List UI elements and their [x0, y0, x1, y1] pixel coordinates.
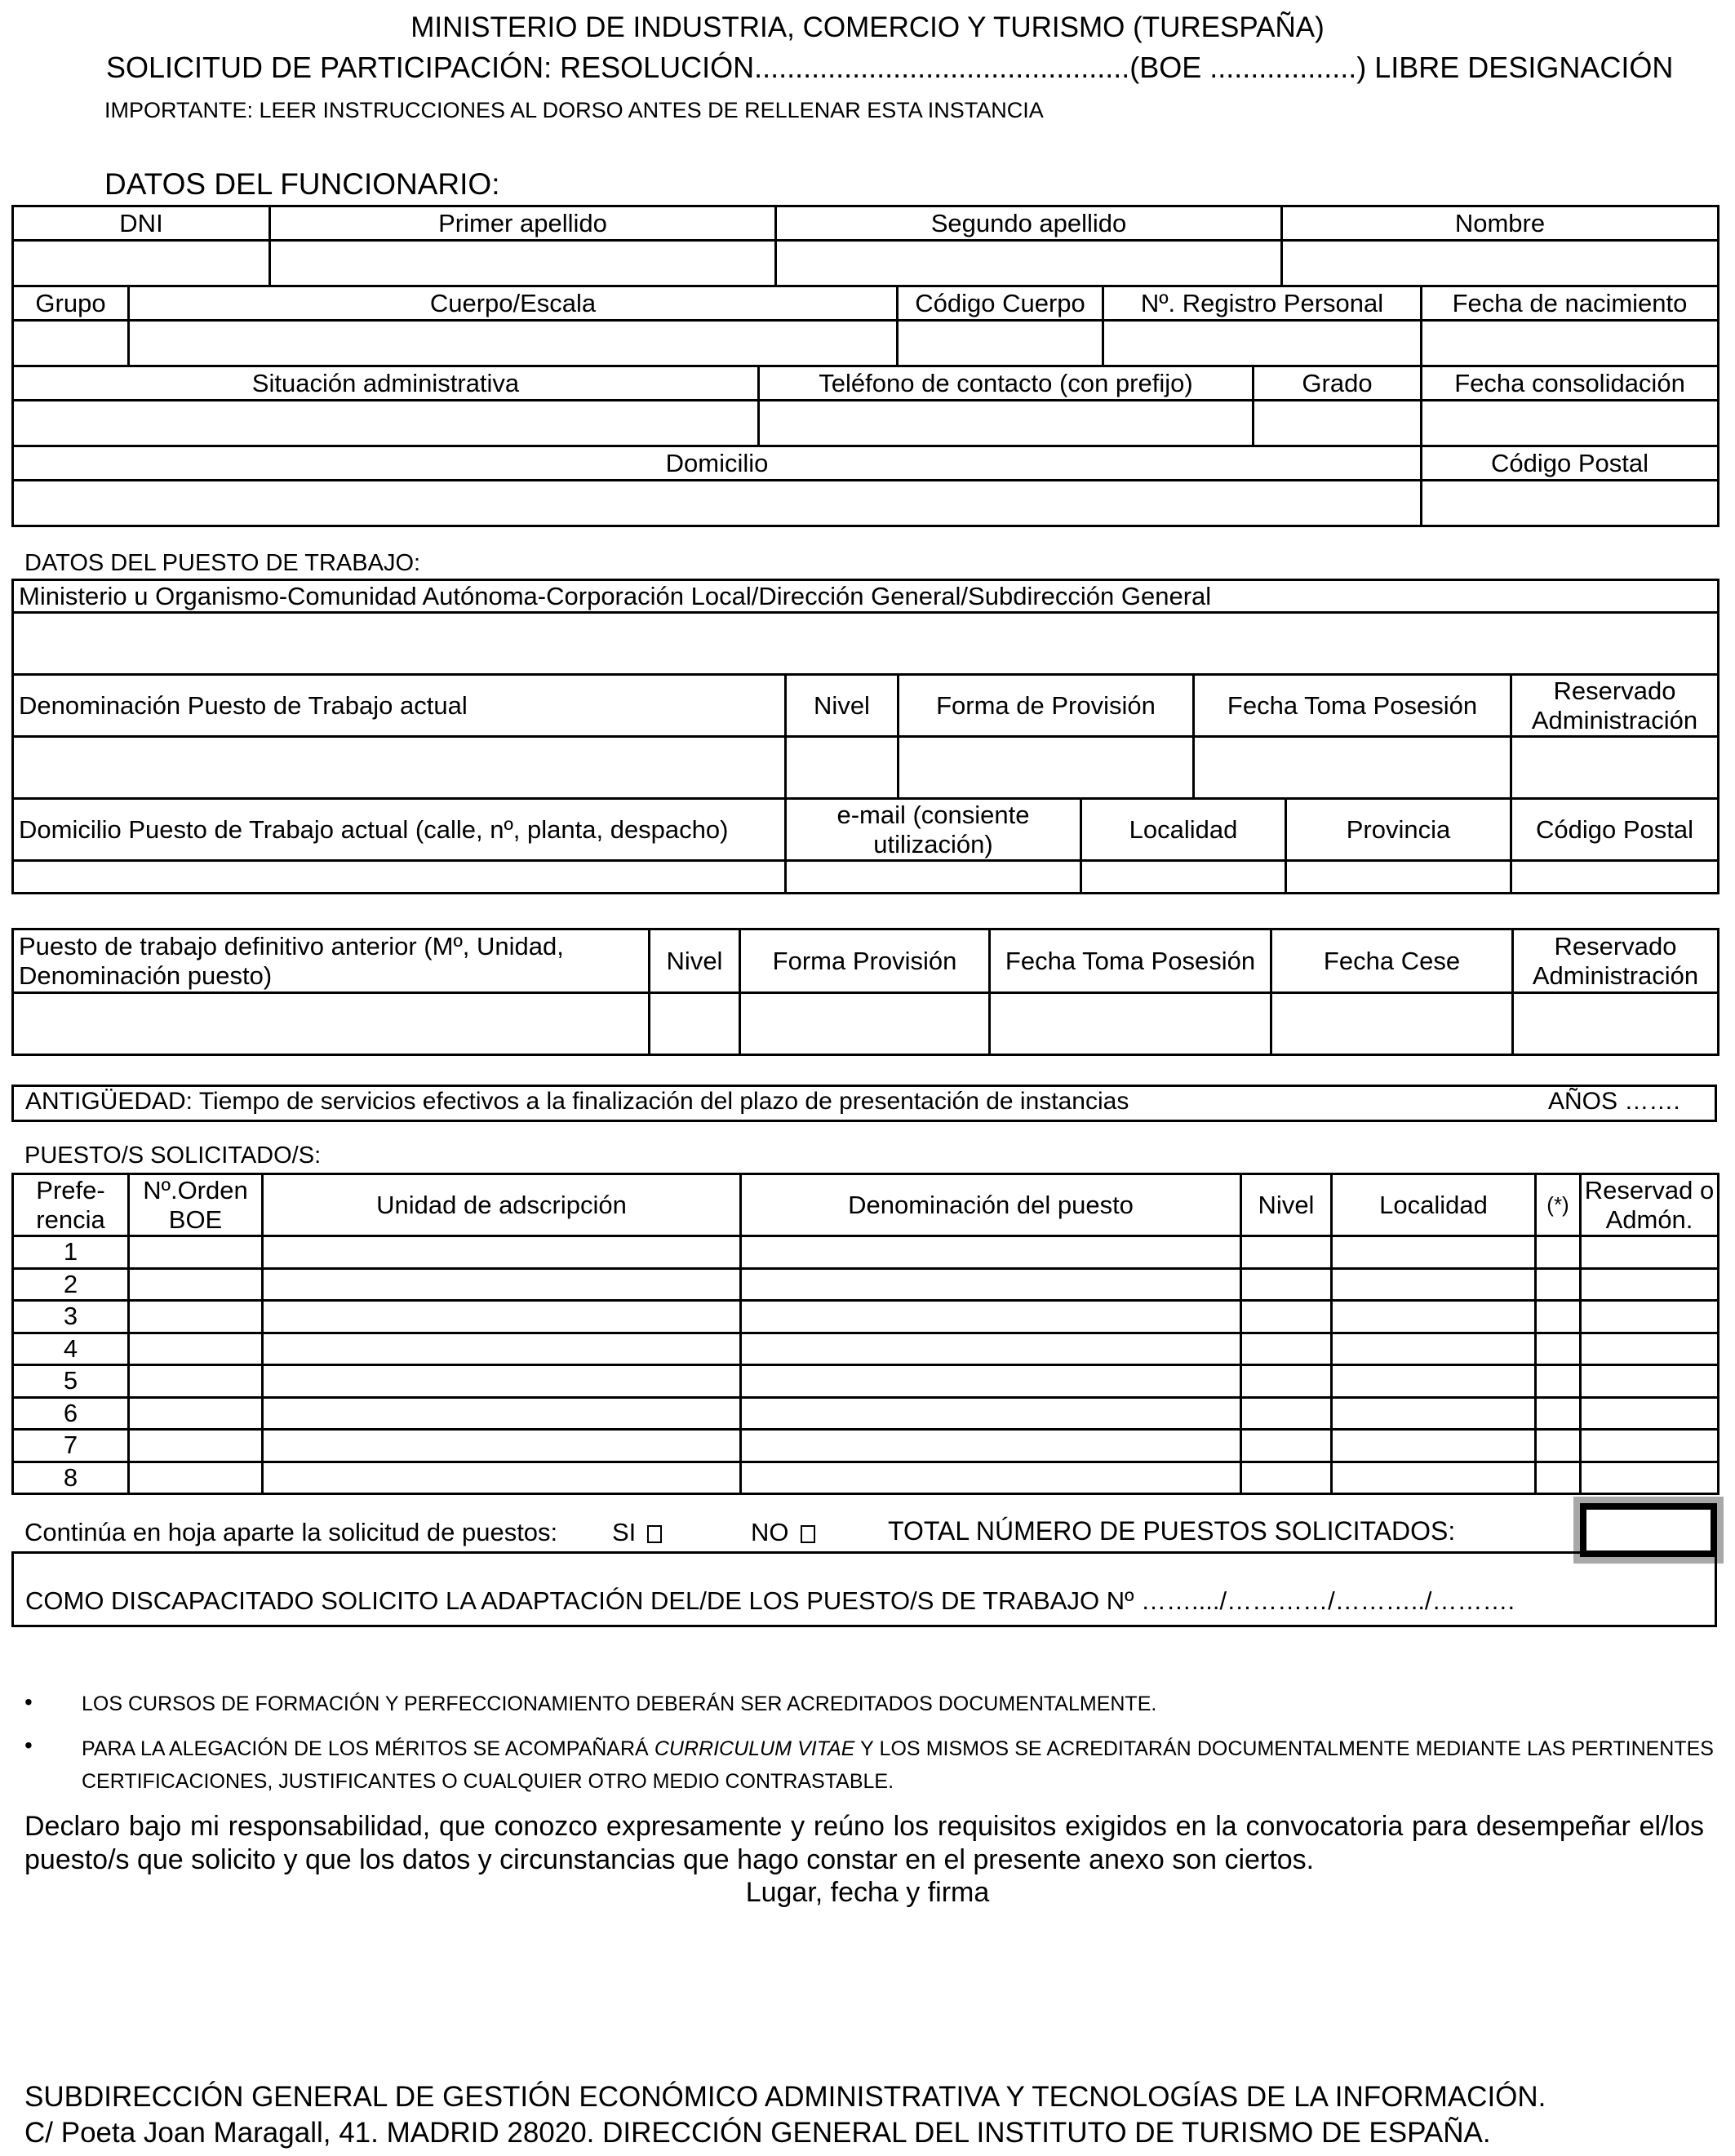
field-forma-provision-anterior[interactable] — [740, 993, 990, 1055]
cell-reservado[interactable] — [1581, 1301, 1719, 1333]
cell-nivel[interactable] — [1241, 1301, 1332, 1333]
field-dni[interactable] — [13, 241, 270, 286]
label-cuerpo-escala: Cuerpo/Escala — [129, 286, 898, 321]
cell-orden[interactable] — [129, 1301, 263, 1333]
cell-localidad[interactable] — [1332, 1365, 1536, 1398]
cell-localidad[interactable] — [1332, 1268, 1536, 1301]
cell-asterisco[interactable] — [1536, 1365, 1581, 1398]
label-denominacion-puesto: Denominación Puesto de Trabajo actual — [13, 675, 786, 737]
field-telefono[interactable] — [759, 401, 1254, 446]
cell-reservado[interactable] — [1581, 1397, 1719, 1430]
field-domicilio[interactable] — [13, 481, 1422, 526]
field-localidad[interactable] — [1081, 861, 1286, 894]
cell-nivel[interactable] — [1241, 1333, 1332, 1365]
discapacitado-box — [11, 1551, 1717, 1627]
row-preferencia-number: 1 — [13, 1236, 129, 1269]
col-preferencia: Prefe- rencia — [13, 1174, 129, 1236]
continua-si-label: SI — [612, 1518, 637, 1546]
label-reservado-administracion: Reservado Administración — [1511, 675, 1719, 737]
field-nivel-anterior[interactable] — [650, 993, 740, 1055]
field-ministerio-organismo[interactable] — [13, 613, 1719, 675]
cell-localidad[interactable] — [1332, 1430, 1536, 1462]
cell-unidad[interactable] — [263, 1462, 741, 1494]
puesto-domicilio-table — [11, 797, 1719, 894]
label-provincia: Provincia — [1286, 799, 1511, 861]
declaracion-text: Declaro bajo mi responsabilidad, que conozco expresamente y reúno los requisitos exigidos en la convocatoria para desempeñar el/los puesto/s que solicito y que los datos y circunstancias que hago constar en el presente anexo son ciertos. — [24, 1811, 1704, 1875]
section-solicitados-title: PUESTO/S SOLICITADO/S: — [24, 1142, 322, 1169]
cell-reservado[interactable] — [1581, 1430, 1719, 1462]
label-codigo-postal-puesto: Código Postal — [1511, 799, 1719, 861]
table-row — [13, 1462, 1719, 1494]
field-fecha-cese[interactable] — [1271, 993, 1513, 1055]
cell-orden[interactable] — [129, 1333, 263, 1365]
label-grado: Grado — [1254, 366, 1422, 401]
label-telefono: Teléfono de contacto (con prefijo) — [759, 366, 1254, 401]
col-reservado-admon: Reservad o Admón. — [1581, 1174, 1719, 1236]
header-importante: IMPORTANTE: LEER INSTRUCCIONES AL DORSO ANTES DE RELLENAR ESTA INSTANCIA — [104, 98, 1044, 122]
bullet-list — [24, 1689, 1714, 1799]
cell-unidad[interactable] — [263, 1333, 741, 1365]
row-preferencia-number: 3 — [13, 1301, 129, 1333]
no-checkbox[interactable] — [801, 1525, 815, 1543]
field-codigo-postal[interactable] — [1422, 481, 1719, 526]
field-fecha-toma-posesion[interactable] — [1194, 737, 1511, 799]
cell-unidad[interactable] — [263, 1268, 741, 1301]
header-solicitud: SOLICITUD DE PARTICIPACIÓN: RESOLUCIÓN..............................................(BOE ..................) LIBRE DESIGNACIÓN — [106, 51, 1674, 84]
field-codigo-postal-puesto[interactable] — [1511, 861, 1719, 894]
table-row — [13, 1365, 1719, 1398]
puesto-actual-table — [11, 673, 1719, 800]
cell-unidad[interactable] — [263, 1301, 741, 1333]
cell-denominacion[interactable] — [741, 1430, 1241, 1462]
cell-localidad[interactable] — [1332, 1301, 1536, 1333]
label-fecha-toma-posesion: Fecha Toma Posesión — [1194, 675, 1511, 737]
label-nivel: Nivel — [786, 675, 899, 737]
col-localidad: Localidad — [1332, 1174, 1536, 1236]
col-asterisco: (*) — [1536, 1174, 1581, 1236]
cell-denominacion[interactable] — [741, 1462, 1241, 1494]
cell-orden[interactable] — [129, 1430, 263, 1462]
col-denominacion-puesto: Denominación del puesto — [741, 1174, 1241, 1236]
row-preferencia-number: 8 — [13, 1462, 129, 1494]
funcionario-table-row4 — [11, 445, 1719, 527]
field-fecha-consolidacion[interactable] — [1422, 401, 1719, 446]
cell-reservado[interactable] — [1581, 1268, 1719, 1301]
continua-no[interactable] — [751, 1518, 815, 1547]
funcionario-table-row2 — [11, 285, 1719, 367]
cell-asterisco[interactable] — [1536, 1236, 1581, 1269]
col-orden-boe: Nº.Orden BOE — [129, 1174, 263, 1236]
antiguedad-anos[interactable]: AÑOS ……. — [1548, 1088, 1680, 1115]
label-nombre: Nombre — [1282, 206, 1719, 241]
discapacitado-text: COMO DISCAPACITADO SOLICITO LA ADAPTACIÓN DEL/DE LOS PUESTO/S DE TRABAJO Nº ……..../…………/………../………. — [25, 1586, 1515, 1615]
label-fecha-toma-anterior: Fecha Toma Posesión — [990, 929, 1271, 993]
cell-nivel[interactable] — [1241, 1430, 1332, 1462]
section-funcionario-title: DATOS DEL FUNCIONARIO: — [104, 167, 500, 201]
cell-denominacion[interactable] — [741, 1333, 1241, 1365]
field-registro-personal[interactable] — [1103, 321, 1422, 366]
cell-nivel[interactable] — [1241, 1365, 1332, 1398]
label-email: e-mail (consiente utilización) — [786, 799, 1081, 861]
cell-orden[interactable] — [129, 1462, 263, 1494]
row-preferencia-number: 2 — [13, 1268, 129, 1301]
col-nivel: Nivel — [1241, 1174, 1332, 1236]
row-preferencia-number: 4 — [13, 1333, 129, 1365]
footer-subdireccion: SUBDIRECCIÓN GENERAL DE GESTIÓN ECONÓMICO ADMINISTRATIVA Y TECNOLOGÍAS DE LA INFORMACIÓN. — [24, 2081, 1546, 2113]
table-row — [13, 1333, 1719, 1365]
lugar-fecha-firma: Lugar, fecha y firma — [745, 1877, 990, 1908]
cell-asterisco[interactable] — [1536, 1462, 1581, 1494]
cell-denominacion[interactable] — [741, 1268, 1241, 1301]
label-fecha-nacimiento: Fecha de nacimiento — [1422, 286, 1719, 321]
continua-si[interactable] — [612, 1518, 662, 1547]
label-puesto-anterior: Puesto de trabajo definitivo anterior (Mº, Unidad, Denominación puesto) — [13, 929, 650, 993]
label-codigo-postal: Código Postal — [1422, 446, 1719, 481]
field-nombre[interactable] — [1282, 241, 1719, 286]
label-reservado-anterior: Reservado Administración — [1513, 929, 1719, 993]
cell-localidad[interactable] — [1332, 1397, 1536, 1430]
cell-nivel[interactable] — [1241, 1236, 1332, 1269]
cell-localidad[interactable] — [1332, 1236, 1536, 1269]
cell-localidad[interactable] — [1332, 1462, 1536, 1494]
label-nivel-anterior: Nivel — [650, 929, 740, 993]
label-domicilio-puesto: Domicilio Puesto de Trabajo actual (calle, nº, planta, despacho) — [13, 799, 786, 861]
field-reservado-anterior[interactable] — [1513, 993, 1719, 1055]
cell-orden[interactable] — [129, 1268, 263, 1301]
label-dni: DNI — [13, 206, 270, 241]
continua-no-label: NO — [751, 1518, 789, 1546]
cell-asterisco[interactable] — [1536, 1430, 1581, 1462]
antiguedad-box — [11, 1085, 1717, 1122]
col-unidad-adscripcion: Unidad de adscripción — [263, 1174, 741, 1236]
cell-unidad[interactable] — [263, 1397, 741, 1430]
cell-asterisco[interactable] — [1536, 1301, 1581, 1333]
puesto-ministerio-table — [11, 579, 1719, 676]
label-situacion-administrativa: Situación administrativa — [13, 366, 759, 401]
field-email[interactable] — [786, 861, 1081, 894]
label-domicilio: Domicilio — [13, 446, 1422, 481]
cell-orden[interactable] — [129, 1236, 263, 1269]
cell-reservado[interactable] — [1581, 1333, 1719, 1365]
label-segundo-apellido: Segundo apellido — [776, 206, 1282, 241]
field-fecha-toma-anterior[interactable] — [990, 993, 1271, 1055]
continua-label: Continúa en hoja aparte la solicitud de puestos: — [24, 1518, 558, 1546]
label-ministerio-organismo: Ministerio u Organismo-Comunidad Autónoma-Corporación Local/Dirección General/Subdirección General — [13, 580, 1719, 613]
field-nivel[interactable] — [786, 737, 899, 799]
label-primer-apellido: Primer apellido — [270, 206, 776, 241]
bullet-text-cursos: LOS CURSOS DE FORMACIÓN Y PERFECCIONAMIENTO DEBERÁN SER ACREDITADOS DOCUMENTALMENTE. — [82, 1692, 1157, 1715]
antiguedad-label: ANTIGÜEDAD: Tiempo de servicios efectivos a la finalización del plazo de presentación de instancias — [25, 1088, 1129, 1115]
cell-reservado[interactable] — [1581, 1365, 1719, 1398]
funcionario-table-row1 — [11, 205, 1719, 287]
cell-orden[interactable] — [129, 1397, 263, 1430]
cell-asterisco[interactable] — [1536, 1333, 1581, 1365]
row-preferencia-number: 5 — [13, 1365, 129, 1398]
field-cuerpo-escala[interactable] — [129, 321, 898, 366]
field-segundo-apellido[interactable] — [776, 241, 1282, 286]
table-row — [13, 1268, 1719, 1301]
label-fecha-consolidacion: Fecha consolidación — [1422, 366, 1719, 401]
table-row — [13, 1430, 1719, 1462]
table-row — [13, 1397, 1719, 1430]
cell-orden[interactable] — [129, 1365, 263, 1398]
field-denominacion-puesto[interactable] — [13, 737, 786, 799]
section-puesto-title: DATOS DEL PUESTO DE TRABAJO: — [24, 550, 421, 576]
cell-nivel[interactable] — [1241, 1462, 1332, 1494]
bullet-item — [24, 1689, 1714, 1716]
label-forma-provision: Forma de Provisión — [899, 675, 1194, 737]
cell-asterisco[interactable] — [1536, 1397, 1581, 1430]
cell-reservado[interactable] — [1581, 1462, 1719, 1494]
cell-asterisco[interactable] — [1536, 1268, 1581, 1301]
cell-reservado[interactable] — [1581, 1236, 1719, 1269]
field-grupo[interactable] — [13, 321, 129, 366]
table-row — [13, 1236, 1719, 1269]
puesto-anterior-table — [11, 928, 1719, 1056]
cell-denominacion[interactable] — [741, 1301, 1241, 1333]
cell-nivel[interactable] — [1241, 1268, 1332, 1301]
label-codigo-cuerpo: Código Cuerpo — [898, 286, 1103, 321]
bullet-dot: • — [24, 1689, 33, 1715]
label-localidad: Localidad — [1081, 799, 1286, 861]
si-checkbox[interactable] — [647, 1525, 662, 1543]
field-provincia[interactable] — [1286, 861, 1511, 894]
row-preferencia-number: 6 — [13, 1397, 129, 1430]
field-codigo-cuerpo[interactable] — [898, 321, 1103, 366]
header-ministry: MINISTERIO DE INDUSTRIA, COMERCIO Y TURISMO (TURESPAÑA) — [410, 11, 1325, 43]
bullet-item — [24, 1734, 1714, 1799]
total-puestos-field[interactable] — [1580, 1503, 1717, 1557]
cell-denominacion[interactable] — [741, 1397, 1241, 1430]
row-preferencia-number: 7 — [13, 1430, 129, 1462]
cell-unidad[interactable] — [263, 1236, 741, 1269]
table-row — [13, 1301, 1719, 1333]
puestos-solicitados-table — [11, 1173, 1719, 1495]
total-puestos-label: TOTAL NÚMERO DE PUESTOS SOLICITADOS: — [888, 1516, 1456, 1546]
label-grupo: Grupo — [13, 286, 129, 321]
cell-unidad[interactable] — [263, 1430, 741, 1462]
field-reservado-administracion[interactable] — [1511, 737, 1719, 799]
field-grado[interactable] — [1254, 401, 1422, 446]
cell-unidad[interactable] — [263, 1365, 741, 1398]
cell-localidad[interactable] — [1332, 1333, 1536, 1365]
cell-nivel[interactable] — [1241, 1397, 1332, 1430]
field-situacion-administrativa[interactable] — [13, 401, 759, 446]
bullet-dot: • — [24, 1732, 33, 1758]
field-puesto-anterior[interactable] — [13, 993, 650, 1055]
bullet-text-meritos: PARA LA ALEGACIÓN DE LOS MÉRITOS SE ACOMPAÑARÁ CURRICULUM VITAE Y LOS MISMOS SE ACREDITARÁN DOCUMENTALMENTE MEDIANTE LAS PERTINENTES CERTIFICACIONES, JUSTIFICANTES O CUALQUIER OTRO MEDIO CONTRASTABLE. — [82, 1737, 1714, 1793]
funcionario-table-row3 — [11, 365, 1719, 447]
label-forma-provision-anterior: Forma Provisión — [740, 929, 990, 993]
cell-denominacion[interactable] — [741, 1236, 1241, 1269]
field-fecha-nacimiento[interactable] — [1422, 321, 1719, 366]
label-fecha-cese: Fecha Cese — [1271, 929, 1513, 993]
field-primer-apellido[interactable] — [270, 241, 776, 286]
field-forma-provision[interactable] — [899, 737, 1194, 799]
field-domicilio-puesto[interactable] — [13, 861, 786, 894]
cell-denominacion[interactable] — [741, 1365, 1241, 1398]
label-registro-personal: Nº. Registro Personal — [1103, 286, 1422, 321]
footer-direccion: C/ Poeta Joan Maragall, 41. MADRID 28020. DIRECCIÓN GENERAL DEL INSTITUTO DE TURISMO DE ESPAÑA. — [24, 2117, 1491, 2149]
